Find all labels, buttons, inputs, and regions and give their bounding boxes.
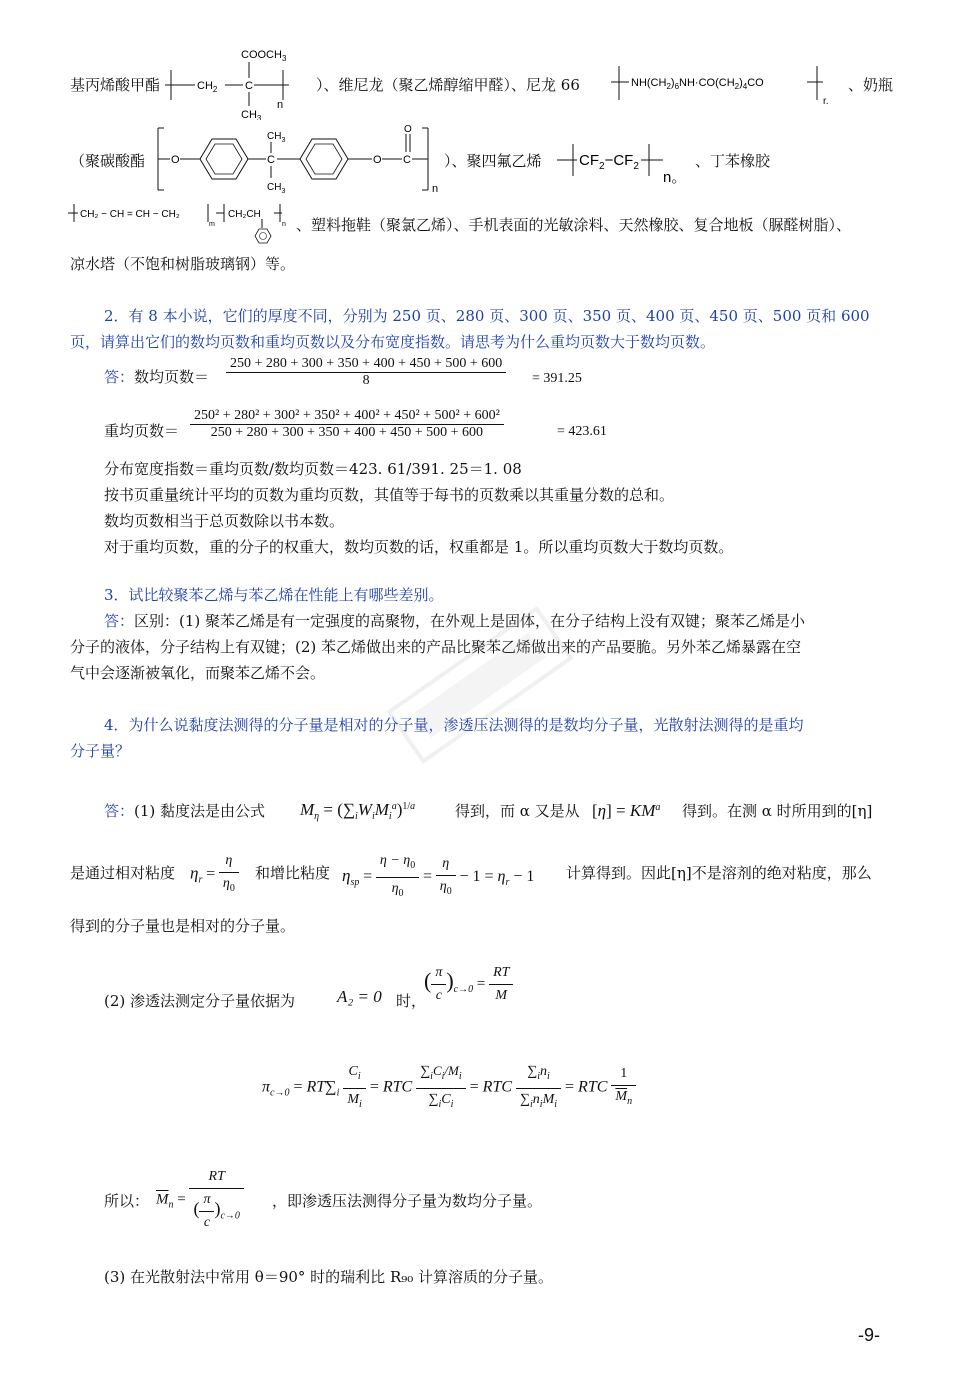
ptfe-formula: $CF_2-CF_2$ — [579, 152, 639, 172]
vinylon-text: ）、维尼龙（聚乙烯醇缩甲醛）、尼龙 66 — [316, 76, 580, 94]
q4-a1-mid2: 得到。在测 α 时所用到的[η] — [682, 802, 873, 820]
wt-avg-label: 重均页数＝ — [104, 422, 180, 440]
para1-rest-line2: 凉水塔（不饱和树脂玻璃钢）等。 — [70, 255, 296, 273]
pc-o3: O — [404, 124, 412, 135]
so-label: 所以： — [104, 1192, 150, 1210]
pc-ch3-bottom: $CH_3$ — [267, 182, 286, 195]
q2-line1: 2．有 8 本小说，它们的厚度不同，分别为 250 页、280 页、300 页、350 页、400 页、450 页、500 页和 600 — [104, 307, 870, 325]
pc-o1: O — [171, 154, 180, 166]
page-number: -9- — [858, 1325, 880, 1345]
q2-explain-1: 按书页重量统计平均的页数为重均页数，其值等于每书的页数乘以其重量分数的总和。 — [104, 486, 675, 504]
specific-viscosity-formula: $\eta_{sp}$ = $\frac{\eta - \eta_0}{\eta_0}$ = $\frac{\eta}{\eta_0}$ − $1 = \eta_r - 1$ — [342, 850, 534, 905]
num-avg-fraction — [226, 356, 506, 389]
pmma-prefix: 基丙烯酸甲酯 — [70, 76, 161, 94]
nylon-n: r. — [823, 96, 829, 107]
q2-explain-3: 对于重均页数，重的分子的权重大，数均页数的话，权重都是 1。所以重均页数大于数均页数。 — [104, 538, 734, 556]
q4-b1-pre: (2) 渗透法测定分子量依据为 — [104, 992, 296, 1010]
a2-condition: A₂ = 0 — [337, 987, 382, 1006]
q2-explain-2: 数均页数相当于总页数除以书本数。 — [104, 512, 345, 530]
pmma-ch3: $CH_3$ — [241, 109, 262, 120]
pc-ch3-top: $CH_3$ — [267, 131, 286, 144]
num-avg-denominator: 8 — [362, 373, 370, 388]
q3-answer-label: 答： — [104, 612, 135, 630]
q3-answer-3: 气中会逐渐被氧化，而聚苯乙烯不会。 — [70, 664, 326, 682]
pc-o2: O — [373, 154, 382, 166]
pmma-n: n — [277, 99, 284, 111]
pc-c: C — [267, 154, 275, 166]
mark-houwink-formula: $[\eta] = KM^a$ — [592, 801, 661, 820]
q4-a2-pre: 是通过相对粘度 — [70, 864, 176, 882]
num-avg-result: = 391.25 — [532, 371, 582, 386]
watermark-stamp — [380, 600, 580, 770]
pc-n: n — [432, 183, 439, 195]
q4-question-2: 分子量？ — [70, 742, 131, 760]
q4-c1: (3) 在光散射法中常用 θ＝90° 时的瑞利比 R₉₀ 计算溶质的分子量。 — [104, 1268, 554, 1286]
pmma-c: C — [245, 80, 253, 92]
pmma-structure — [165, 42, 315, 120]
sbr-formula: CH₂ − CH = CH − CH₂ — [80, 209, 180, 220]
wt-avg-fraction — [190, 408, 504, 441]
q4-a2-mid: 和增比粘度 — [255, 864, 331, 882]
q4-question-1: 4．为什么说黏度法测得的分子量是相对的分子量，渗透压法测得的是数均分子量，光散射法测得的是重均 — [104, 716, 804, 734]
pc-c2: C — [403, 154, 411, 166]
wt-avg-denominator: 250 + 280 + 300 + 350 + 400 + 450 + 500 + 600 — [210, 425, 484, 440]
pmma-ch2: $CH_2$ — [197, 80, 218, 94]
so-post: ，即渗透压法测得分子量为数均分子量。 — [272, 1192, 543, 1210]
q4-a2-post: 计算得到。因此[η]不是溶剂的绝对粘度，那么 — [566, 864, 872, 882]
q4-a3: 得到的分子量也是相对的分子量。 — [70, 917, 296, 935]
q2-line2: 页，请算出它们的数均页数和重均页数以及分布宽度指数。请思考为什么重均页数大于数均页数。 — [70, 333, 716, 351]
mn-formula: $\overline{M}_n$ = RT ( $\frac{\pi}{c}$ )$_{c\to 0}$ — [156, 1166, 244, 1234]
q4-answer-1 — [104, 800, 265, 822]
ptfe-structure — [555, 138, 695, 186]
sbr-structure — [68, 200, 298, 250]
q2-answer-num-avg — [104, 366, 209, 388]
q4-b1-when: 时， — [396, 992, 427, 1010]
sbr-m: m — [209, 221, 215, 228]
wt-avg-result: = 423.61 — [557, 424, 607, 439]
osmotic-limit-formula: ( $\frac{\pi}{c}$ )$_{c\to 0}$ = $\frac{RT}{M}$ — [424, 962, 513, 1007]
q3-question: 3．试比较聚苯乙烯与苯乙烯在性能上有哪些差别。 — [104, 586, 444, 604]
q4-a1-pre: (1) 黏度法是由公式 — [134, 802, 266, 820]
osmotic-derivation: $\pi_{c\to 0} = RT\sum_i$ $\frac{C_i}{M_i}$ = RTC $\frac{\sum_iC_i/M_i}{\sum_iC_i}$ = RTC $\frac{\sum_in_i}{\sum_in_iM_i}$ = RTC $\frac{1}{\overline{M}_n}$ — [262, 1060, 636, 1116]
wt-avg-numerator: 250² + 280² + 300² + 350² + 400² + 450² + 500² + 600² — [190, 408, 504, 425]
q4-a1-mid: 得到，而 α 又是从 — [455, 802, 580, 820]
nylon66-structure — [611, 62, 841, 108]
sbr-label: 、丁苯橡胶 — [695, 152, 771, 170]
sbr-formula2: CH₂CH — [228, 209, 261, 220]
sbr-n: n — [282, 221, 286, 228]
ptfe-label: ）、聚四氟乙烯 — [444, 152, 542, 170]
pc-label: （聚碳酸酯 — [70, 152, 146, 170]
polycarbonate-structure — [152, 122, 452, 200]
q3-answer-1-text: 区别：(1) 聚苯乙烯是有一定强度的高聚物，在外观上是固体，在分子结构上没有双键；聚苯乙烯是小 — [134, 612, 806, 630]
viscosity-formula: $M_\eta = (\sum_iW_iM_i^a)^{1/a}$ — [300, 800, 416, 822]
dist-width-index: 分布宽度指数＝重均页数/数均页数＝423. 61/391. 25＝1. 08 — [104, 460, 522, 478]
q4-answer-label: 答： — [104, 802, 135, 820]
ptfe-n: n。 — [663, 169, 687, 186]
nylon-formula: $NH(CH_2)_6NH\cdot CO(CH_2)_4CO$ — [631, 77, 764, 91]
num-avg-numerator: 250 + 280 + 300 + 350 + 400 + 450 + 500 + 600 — [226, 356, 506, 373]
q3-answer-2: 分子的液体，分子结构上有双键；(2) 苯乙烯做出来的产品比聚苯乙烯做出来的产品要脆。另外苯乙烯暴露在空 — [70, 638, 802, 656]
pmma-cooch3: $COOCH_3$ — [241, 49, 287, 63]
q2-answer-label: 答： — [104, 368, 135, 386]
num-avg-label: 数均页数＝ — [134, 368, 210, 386]
para1-rest-line1: 、塑料拖鞋（聚氯乙烯）、手机表面的光敏涂料、天然橡胶、复合地板（脲醛树脂）、 — [296, 216, 852, 234]
bottle-text: 、奶瓶 — [848, 76, 894, 94]
relative-viscosity-formula: $\eta_r$ = $\frac{\eta}{\eta_0}$ — [190, 850, 239, 900]
